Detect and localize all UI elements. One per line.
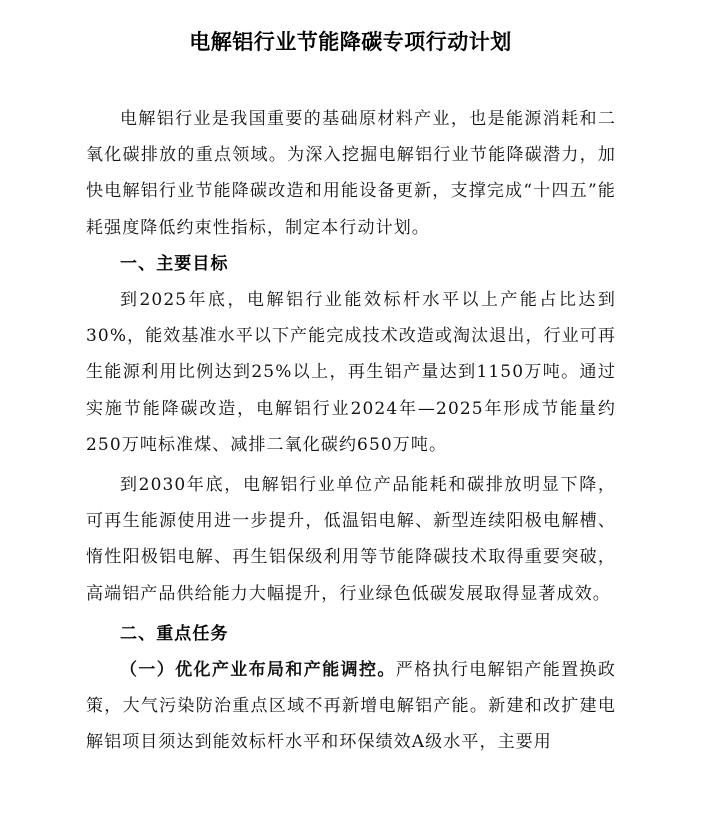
section-heading-key-tasks: 二、重点任务 bbox=[120, 623, 229, 644]
document-title: 电解铝行业节能降碳专项行动计划 bbox=[189, 30, 512, 54]
goals-2030-paragraph: 到2030年底，电解铝行业单位产品能耗和碳排放明显下降，可再生能源使用进一步提升，低温铝电解、新型连续阳极电解槽、惰性阳极铝电解、再生铝保级利用等节能降碳技术取得重要突破，高端铝产品供给能力大幅提升，行业绿色低碳发展取得显著成效。 bbox=[86, 475, 616, 604]
section-heading-main-goals: 一、主要目标 bbox=[120, 253, 229, 274]
document-body bbox=[86, 101, 616, 761]
task-1-lead: （一）优化产业布局和产能调控。 bbox=[120, 660, 396, 681]
goals-2025-paragraph: 到2025年底，电解铝行业能效标杆水平以上产能占比达到30%，能效基准水平以下产能完成技术改造或淘汰退出，行业可再生能源利用比例达到25%以上，再生铝产量达到1150万吨。通过实施节能降碳改造，电解铝行业2024年—2025年形成节能量约250万吨标准煤、减排二氧化碳约650万吨。 bbox=[86, 290, 616, 455]
task-1-text: 严格执行电解铝产能置换政策，大气污染防治重点区域不再新增电解铝产能。新建和改扩建电解铝项目须达到能效标杆水平和环保绩效A级水平，主要用 bbox=[86, 660, 617, 753]
task-1-paragraph bbox=[86, 652, 616, 761]
intro-paragraph: 电解铝行业是我国重要的基础原材料产业，也是能源消耗和二氧化碳排放的重点领域。为深入挖掘电解铝行业节能降碳潜力，加快电解铝行业节能降碳改造和用能设备更新，支撑完成“十四五”能耗强度降低约束性指标，制定本行动计划。 bbox=[86, 109, 616, 238]
